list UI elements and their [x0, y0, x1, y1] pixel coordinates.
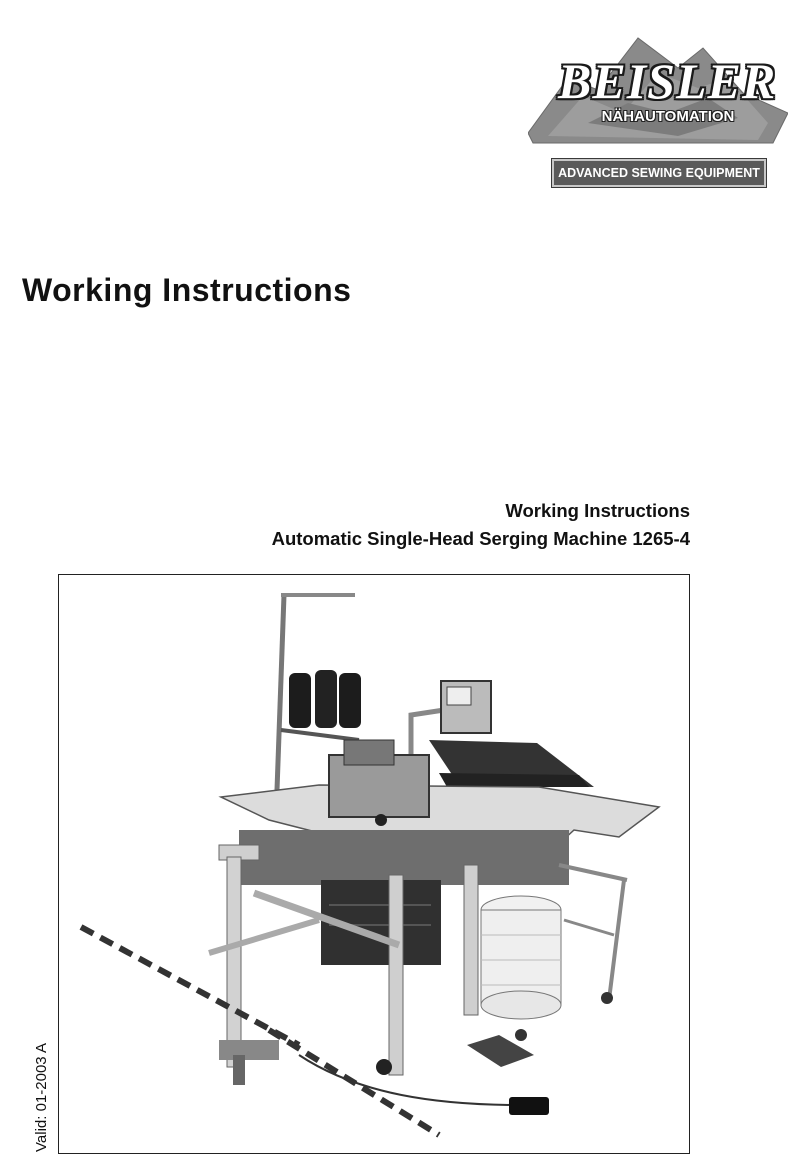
company-logo	[528, 18, 788, 190]
machine-photo-frame	[58, 574, 690, 1154]
subtitle-line-2: Automatic Single-Head Serging Machine 1265-4	[271, 528, 690, 549]
logo-tagline: ADVANCED SEWING EQUIPMENT	[552, 159, 766, 187]
validity-note: Valid: 01-2003 A	[33, 1043, 50, 1152]
serging-machine-illustration	[59, 575, 687, 1151]
document-subtitle	[272, 497, 690, 553]
logo-subtitle: NÄHAUTOMATION	[601, 108, 735, 125]
subtitle-line-1: Working Instructions	[505, 500, 690, 521]
page-title: Working Instructions	[22, 272, 352, 308]
logo-brand-text: BEISLER	[558, 53, 777, 109]
